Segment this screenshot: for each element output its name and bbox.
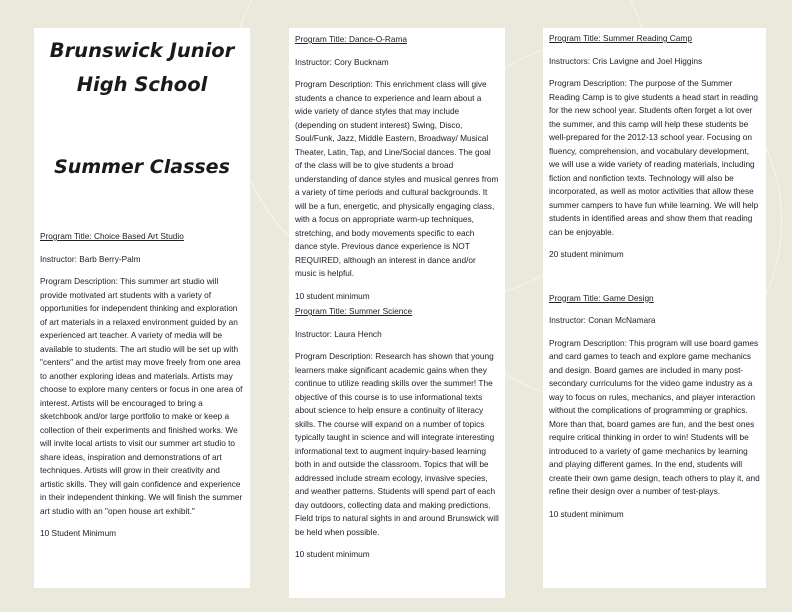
program-description: Program Description: This summer art studio will provide motivated art students with a variety of opportunities for independent thinking and exploration of art materials in a relaxed environment guided by an experienced art teacher. A variety of media will be available to students. The art studio will be set up with "centers" and the artist may move freely from one area to another exploring ideas and materials. Artists may choose to explore many centers or focus in one area of interest. Artists will be encouraged to bring a sketchbook and/or large portfolio to make or keep a collection of their experiments and finished works. We will invite local artists to visit our summer art studio to share ideas, inspiration and demonstrations of art techniques. Artists will grow in their creativity and artistic skills. They will gain confidence and experience in their independent thinking. We will finish the summer art studio with an "open house art exhibit." xyxy=(40,276,243,516)
program-dance xyxy=(295,33,499,303)
program-description: Program Description: Research has shown that young learners make significant academic gains when they continue to utilize reading skills over the summer! The objective of this course is to use informational texts about science to help ensure a continuity of literacy skills. The course will expand on a number of topics typically taught in science and will integrate interesting informational text to augment inquiry-based learning both in and outside the classroom. Topics that will be addressed include stream ecology, invasive species, and weather patterns. Students will spend part of each day outdoors, collecting data and making predictions. Field trips to natural sights in and around Brunswick will be held when possible. xyxy=(295,351,499,537)
program-title: Program Title: Summer Science xyxy=(295,306,413,316)
program-instructor: Instructor: Laura Hench xyxy=(295,328,382,339)
brochure-panel-left xyxy=(34,28,250,588)
program-reading-camp xyxy=(549,32,760,262)
program-instructor: Instructor: Cory Bucknam xyxy=(295,56,389,67)
program-description: Program Description: This enrichment class will give students a chance to experience and learn about a wide variety of dance styles that may include (depending on student interest) Swing, Disco, Soul/Funk, Jazz, Middle Eastern, Broadway/ Musical Theater, Latin, Tap, and Line/Social dances. The goal of the class will be to give students a broad understanding of dance styles and musical genres from a variety of time periods and cultural backgrounds. It will be a fun, energetic, and physically engaging class, with a focus on appropriate warm-up techniques, stretching, and body movements specific to each dance style. Previous dance experience is NOT REQUIRED, although an interest in dance and/or music is helpful. xyxy=(295,79,499,278)
school-name xyxy=(40,34,244,102)
school-name-line2: High School xyxy=(76,73,208,96)
program-game-design xyxy=(549,292,760,522)
program-instructor: Instructors: Cris Lavigne and Joel Higgins xyxy=(549,55,703,66)
program-title: Program Title: Summer Reading Camp xyxy=(549,33,692,43)
program-instructor: Instructor: Conan McNamara xyxy=(549,315,656,325)
program-title: Program Title: Choice Based Art Studio xyxy=(40,231,184,241)
program-description: Program Description: This program will use board games and card games to teach and explore game mechanics and design. Board games are included in many post-secondary curriculums for the video game industry as a way to focus on rules, mechanics, and player interaction without the complications of programming or graphics. More than that, board games are fun, and the best ones require critical thinking in order to win! Students will be introduced to a variety of game mechanics by learning and playing different games. In the end, students will create their own game design, teach others to play it, and refine their design over a number of test-plays. xyxy=(549,337,760,496)
program-minimum: 10 student minimum xyxy=(295,549,370,559)
program-art-studio xyxy=(40,230,244,541)
program-science xyxy=(295,305,499,562)
brochure-panel-middle xyxy=(289,28,505,598)
school-name-line1: Brunswick Junior xyxy=(49,39,235,62)
program-instructor: Instructor: Barb Berry-Palm xyxy=(40,253,141,264)
program-title: Program Title: Game Design xyxy=(549,292,654,303)
program-minimum: 10 student minimum xyxy=(549,508,624,519)
program-minimum: 20 student minimum xyxy=(549,249,624,259)
program-minimum: 10 Student Minimum xyxy=(40,528,117,538)
page-title: Summer Classes xyxy=(54,156,230,178)
program-minimum: 10 student minimum xyxy=(295,290,370,301)
program-description: Program Description: The purpose of the Summer Reading Camp is to give students a head start in reading for the new school year. Students often forget a lot over the summer, and this camp will help these students be well-prepared for the 2012-13 school year. Focusing on fluency, comprehension, and vocabulary development, we will use a wide variety of reading materials, including fiction and nonfiction texts. Technology will also be incorporated, as well as motor activities that allow these summer campers to have fun while learning. We will help students in identified areas and show them that reading can be enjoyable. xyxy=(549,78,759,237)
program-title: Program Title: Dance-O-Rama xyxy=(295,34,408,44)
brochure-panel-right xyxy=(543,28,766,588)
